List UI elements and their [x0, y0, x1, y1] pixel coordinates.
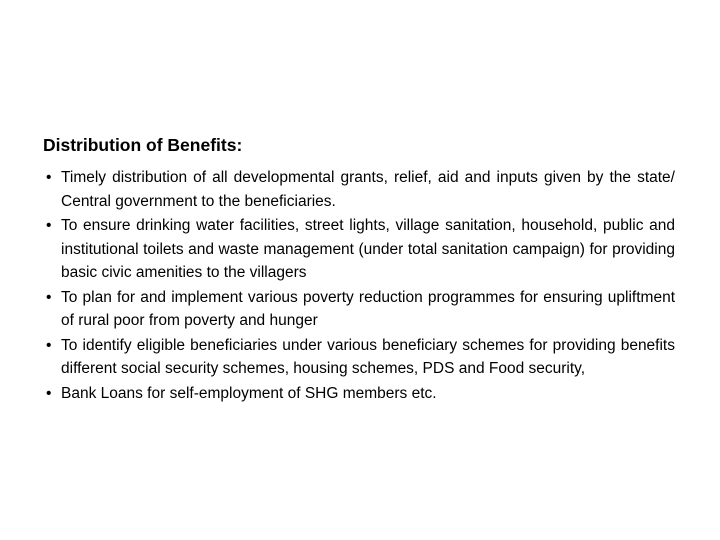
bullet-dot-icon: • [46, 169, 52, 186]
bullet-dot-icon: • [46, 384, 52, 402]
bullet-text: Timely distribution of all developmental grants, relief, aid and inputs given by the state/ Central government to the beneficiaries. [61, 169, 675, 210]
bullet-item [43, 286, 675, 333]
bullet-item [43, 214, 675, 285]
bullet-item [43, 166, 675, 213]
bullet-text: To identify eligible beneficiaries under various beneficiary schemes for providing benefits different social security schemes, housing schemes, PDS and Food security, [61, 336, 675, 377]
bullet-dot-icon: • [46, 336, 52, 354]
bullet-text: To plan for and implement various poverty reduction programmes for ensuring upliftment of rural poor from poverty and hunger [61, 288, 675, 329]
bullet-text: Bank Loans for self-employment of SHG members etc. [61, 384, 437, 402]
bullet-list [43, 166, 675, 405]
bullet-dot-icon: • [46, 217, 52, 234]
bullet-text: To ensure drinking water facilities, street lights, village sanitation, household, public and institutional toilets and waste management (under total sanitation campaign) for providing basic civic amenities to the villagers [61, 217, 675, 281]
bullet-item [43, 334, 675, 381]
slide-content [43, 134, 675, 406]
slide-heading: Distribution of Benefits: [43, 135, 243, 155]
bullet-item [43, 382, 675, 406]
bullet-dot-icon: • [46, 288, 52, 306]
